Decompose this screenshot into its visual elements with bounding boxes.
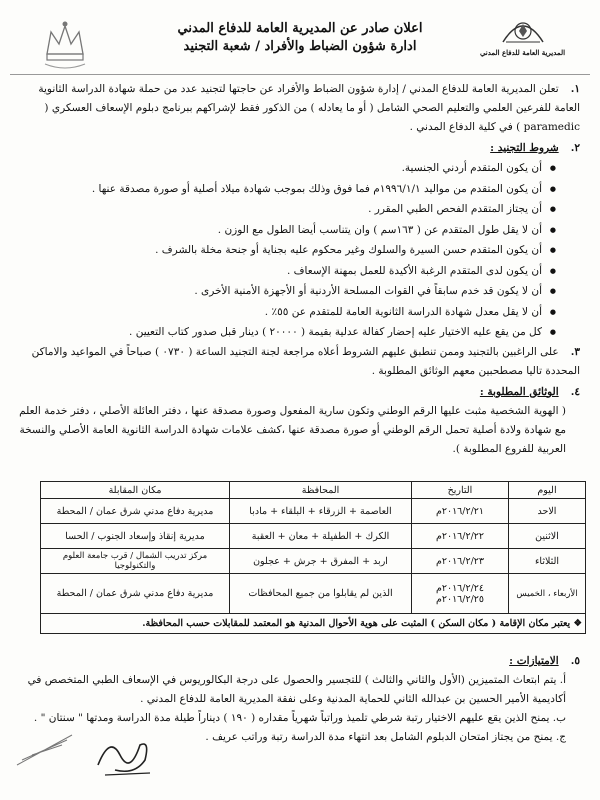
title-line-2: ادارة شؤون الضباط والأفراد / شعبة التجنيد xyxy=(183,39,417,54)
list-item: ● أن لا يكون قد خدم سابقاً في القوات المسلحة الأردنية أو الأجهزة الأمنية الأخرى . xyxy=(15,281,542,302)
section-conditions xyxy=(15,139,580,343)
list-item: ● أن يكون المتقدم أردني الجنسية. xyxy=(15,158,542,179)
section-applicants xyxy=(15,343,580,381)
table-row xyxy=(41,574,586,614)
column-header: اليوم xyxy=(509,482,586,499)
title-line-1: اعلان صادر عن المديرية العامة للدفاع المدني xyxy=(177,21,423,36)
list-item: ● كل من يقع عليه الاختيار عليه إحضار كفالة عدلية بقيمة ( ٢٠٠٠٠ ) دينار قبل صدور كتاب التعيين . xyxy=(15,322,542,343)
table-row xyxy=(41,524,586,549)
emblem-icon xyxy=(498,14,548,46)
governorate-cell: الكرك + الطفيلة + معان + العقبة xyxy=(230,524,412,549)
stamp-scribble-icon xyxy=(12,715,82,775)
list-item: ● أن يكون المتقدم حسن السيرة والسلوك وغير محكوم عليه بجناية أو جنحة مخلة بالشرف . xyxy=(15,240,542,261)
letterhead xyxy=(0,8,600,68)
date-cell: ٢٠١٦/٢/٢١م xyxy=(412,499,509,524)
interview-schedule-table xyxy=(40,481,586,634)
day-cell: الاحد xyxy=(509,499,586,524)
table-note-row xyxy=(41,614,586,634)
civil-defense-logo xyxy=(465,14,580,74)
governorate-cell: الذين لم يقابلوا من جميع المحافظات xyxy=(230,574,412,614)
day-cell: الأربعاء ، الخميس xyxy=(509,574,586,614)
governorate-cell: العاصمة + الزرقاء + البلقاء + مادبا xyxy=(230,499,412,524)
table-header-row xyxy=(41,482,586,499)
section-number: ١. xyxy=(570,83,580,95)
intro-text: تعلن المديرية العامة للدفاع المدني / إدارة شؤون الضباط والأفراد عن حاجتها لتجنيد عدد من حملة شهادة الدراسة الثانوية العامة للفرعين العلمي والتعليم الصحي الشامل ( أو ما يعادله ) من الذكور فقط لإشراكهم ببرنامج دبلوم الإسعاف العسكري ( paramedic ) في كلية الدفاع المدني . xyxy=(38,83,580,133)
residence-note: ❖ يعتبر مكان الإقامة ( مكان السكن ) المثبت على هوية الأحوال المدنية هو المعتمد للمقابلات حسب المحافظة. xyxy=(41,614,586,634)
list-item: ● أن يجتاز المتقدم الفحص الطبي المقرر . xyxy=(15,199,542,220)
date-cell: ٢٠١٦/٢/٢٣م xyxy=(412,549,509,574)
section-number: ٥. xyxy=(570,655,580,667)
date-cell xyxy=(412,574,509,614)
privilege-item: ج. يمنح من يجتاز امتحان الدبلوم الشامل بعد انتهاء مدة الدراسة رتبة وراتب عريف . xyxy=(205,731,566,743)
place-cell: مركز تدريب الشمال / قرب جامعة العلوم والتكنولوجيا xyxy=(41,549,230,574)
column-header: المحافظة xyxy=(230,482,412,499)
day-cell: الاثنين xyxy=(509,524,586,549)
table-row xyxy=(41,549,586,574)
day-cell: الثلاثاء xyxy=(509,549,586,574)
conditions-list xyxy=(15,158,580,343)
governorate-cell: اربد + المفرق + جرش + عجلون xyxy=(230,549,412,574)
crown-icon xyxy=(35,14,95,74)
header-divider xyxy=(10,74,590,75)
date-line: ٢٠١٦/٢/٢٤م xyxy=(435,582,484,594)
section-number: ٤. xyxy=(570,385,580,398)
list-item: ● أن يكون المتقدم من مواليد ١٩٩٦/١/١م فما فوق وذلك بموجب شهادة ميلاد أصلية أو صورة مصدقة عنها . xyxy=(15,179,542,200)
list-item: ● أن لا يقل معدل شهادة الدراسة الثانوية العامة للمتقدم عن ٥٥٪ . xyxy=(15,302,542,323)
list-item: ● أن لا يقل طول المتقدم عن ( ١٦٣سم ) وان يتناسب أيضا الطول مع الوزن . xyxy=(15,220,542,241)
column-header: مكان المقابلة xyxy=(41,482,230,499)
list-item: ● أن يكون لدى المتقدم الرغبة الأكيدة للعمل بمهنة الإسعاف . xyxy=(15,261,542,282)
table-row xyxy=(41,499,586,524)
date-cell: ٢٠١٦/٢/٢٢م xyxy=(412,524,509,549)
logo-caption: المديرية العامة للدفاع المدني xyxy=(479,48,566,57)
column-header: التاريخ xyxy=(412,482,509,499)
place-cell: مديرية إنقاذ وإسعاد الجنوب / الحسا xyxy=(41,524,230,549)
section-number: ٢. xyxy=(570,142,580,154)
privilege-item: ب. يمنح الذين يقع عليهم الاختيار رتبة شرطي تلميذ وراتباً شهرياً مقداره ( ١٩٠ ) ديناراً طيلة مدة الدراسة ومدتها " سنتان " . xyxy=(33,712,566,724)
conditions-heading: شروط التجنيد : xyxy=(490,142,559,154)
place-cell: مديرية دفاع مدني شرق عمان / المحطة xyxy=(41,574,230,614)
privilege-item: أ. يتم ابتعاث المتميزين (الأول والثاني والثالث ) للتجسير والحصول على درجة البكالوريوس في الإسعاف الطبي المتخصص في أكاديمية الأمير الحسين بن عبدالله الثاني للحماية المدنية وعلى نفقة المديرية العامة للدفاع المدني . xyxy=(27,674,566,705)
applicants-text: على الراغبين بالتجنيد وممن تنطبق عليهم الشروط أعلاه مراجعة لجنة التجنيد الساعة ( ٠٧٣٠ ) صباحاً في المواعيد والاماكن المحددة تاليا مصطحبين معهم الوثائق المطلوبة . xyxy=(31,345,580,377)
date-line: ٢٠١٦/٢/٢٥م xyxy=(435,593,484,605)
signature-icon xyxy=(90,725,160,785)
documents-heading: الوثائق المطلوبة : xyxy=(479,385,559,398)
section-number: ٣. xyxy=(570,345,580,358)
documents-text: ( الهوية الشخصية مثبت عليها الرقم الوطني وتكون سارية المفعول وصورة مصدقة عنها ، دفتر العائلة الأصلي ، دفتر خدمة العلم مع شهادة ولادة أصلية تحمل الرقم الوطني أو صورة مصدقة عنها ،كشف علامات شهادة الدراسة الثانوية العامة الأصلي والنسخة العربية للفروع المطلوبة ). xyxy=(19,404,566,455)
announcement-body xyxy=(15,80,580,459)
privileges-heading: الامتيازات : xyxy=(509,655,559,667)
announcement-title xyxy=(150,20,450,56)
section-intro xyxy=(15,80,580,137)
place-cell: مديرية دفاع مدني شرق عمان / المحطة xyxy=(41,499,230,524)
section-documents xyxy=(15,383,580,459)
